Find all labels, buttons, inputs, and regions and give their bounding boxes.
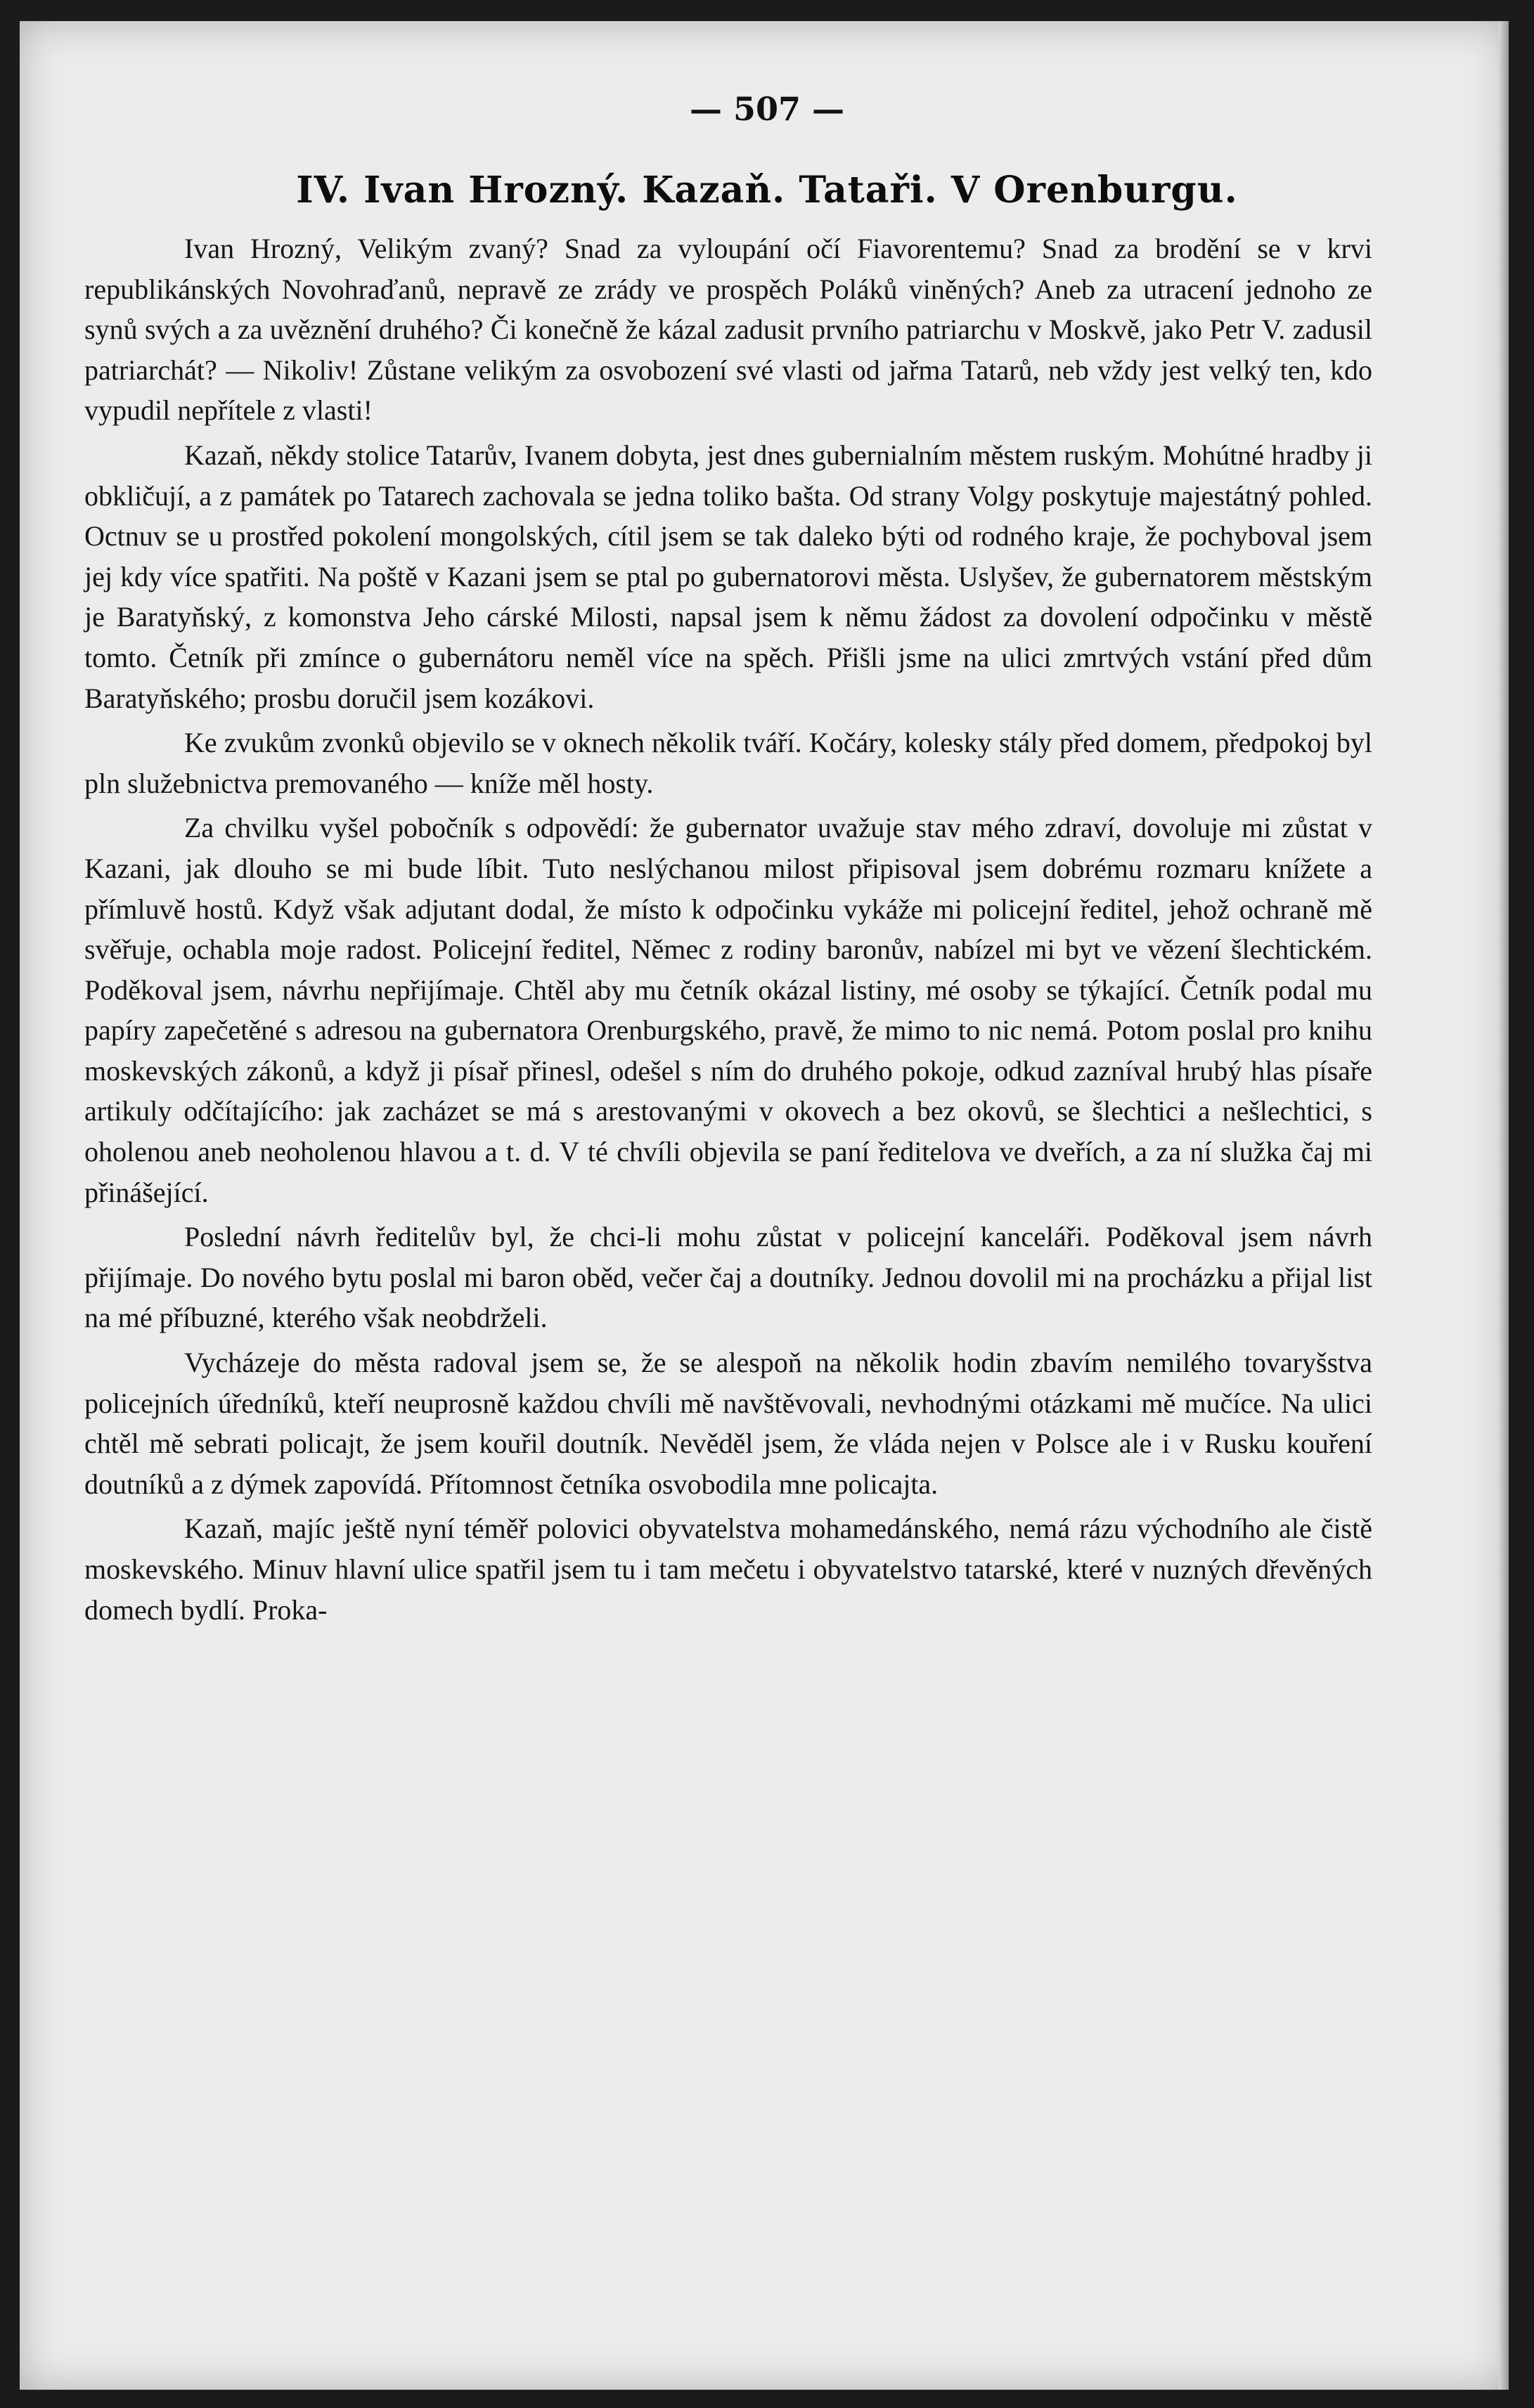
paragraph: Kazaň, někdy stolice Tatarův, Ivanem dobyta, jest dnes gubernialním městem ruským. Mohútné hradby ji obkličují, a z památek po Tatarech zachovala se jedna toliko bašta. Od strany Volgy poskytuje majestátný pohled. Octnuv se u prostřed pokolení mongolských, cítil jsem se tak daleko býti od rodného kraje, že pochyboval jsem jej kdy více spatřiti. Na poště v Kazani jsem se ptal po gubernatorovi města. Uslyšev, že gubernatorem městským je Baratyňský, z komonstva Jeho cárské Milosti, napsal jsem k němu žádost za dovolení odpočinku v městě tomto. Četník při zmínce o gubernátoru neměl více na spěch. Přišli jsme na ulici zmrtvých vstání před dům Baratyňského; prosbu doručil jsem kozákovi. (84, 439, 1372, 714)
paragraph: Za chvilku vyšel pobočník s odpovědí: že gubernator uvažuje stav mého zdraví, dovoluje mi zůstat v Kazani, jak dlouho se mi bude líbit. Tuto neslýchanou milost připisoval jsem dobrému rozmaru knížete a přímluvě hostů. Když však adjutant dodal, že místo k odpočinku vykáže mi policejní ředitel, jehož ochraně mě svěřuje, ochabla moje radost. Policejní ředitel, Němec z rodiny baronův, nabízel mi byt ve vězení šlechtickém. Poděkoval jsem, návrhu nepřijímaje. Chtěl aby mu četník okázal listiny, mé osoby se týkající. Četník podal mu papíry zapečetěné s adresou na gubernatora Orenburgského, pravě, že mimo to nic nemá. Potom poslal pro knihu moskevských zákonů, a když ji písař přinesl, odešel s ním do druhého pokoje, odkud zazníval hrubý hlas písaře artikuly odčítajícího: jak zacházet se má s arestovanými v okovech a bez okovů, se šlechtici a nešlechtici, s oholenou aneb neoholenou hlavou a t. d. V té chvíli objevila se paní ředitelova ve dveřích, a za ní služka čaj mi přinášející. (84, 812, 1372, 1208)
paragraph: Vycházeje do města radoval jsem se, že se alespoň na několik hodin zbavím nemilého tovaryšstva policejních úředníků, kteří neuprosně každou chvíli mě navštěvovali, nevhodnými otázkami mě mučíce. Na ulici chtěl mě sebrati policajt, že jsem kouřil doutník. Nevěděl jsem, že vláda nejen v Polsce ale i v Rusku kouření doutníků a z dýmek zapovídá. Přítomnost četníka osvobodila mne policajta. (84, 1347, 1372, 1500)
paragraph: Kazaň, majíc ještě nyní téměř polovici obyvatelstva mohamedánského, nemá rázu východního ale čistě moskevského. Minuv hlavní ulice spatřil jsem tu i tam mečetu i obyvatelstvo tatarské, které v nuzných dřevěných domech bydlí. Proka- (84, 1513, 1372, 1626)
chapter-title: IV. Ivan Hrozný. Kazaň. Tataři. V Orenburgu. (296, 169, 1238, 212)
paragraph: Poslední návrh ředitelův byl, že chci-li mohu zůstat v policejní kanceláři. Poděkoval jsem návrh přijímaje. Do nového bytu poslal mi baron oběd, večer čaj a doutníky. Jednou dovolil mi na procházku a přijal list na mé příbuzné, kterého však neobdrželi. (84, 1221, 1372, 1334)
body-text (84, 228, 1372, 1630)
page-number: — 507 — (689, 90, 845, 128)
paragraph: Ivan Hrozný, Velikým zvaný? Snad za vyloupání očí Fiavorentemu? Snad za brodění se v krvi republikánských Novohraďanů, nepravě ze zrády ve prospěch Poláků viněných? Aneb za utracení jednoho ze synů svých a za uvěznění druhého? Či konečně že kázal zadusit prvního patriarchu v Moskvě, jako Petr V. zadusil patriarchát? — Nikoliv! Zůstane velikým za osvobození své vlasti od jařma Tatarů, neb vždy jest velký ten, kdo vypudil nepřítele z vlasti! (84, 233, 1372, 427)
paragraph: Ke zvukům zvonků objevilo se v oknech několik tváří. Kočáry, kolesky stály před domem, předpokoj byl pln služebnictva premovaného — kníže měl hosty. (84, 727, 1372, 799)
